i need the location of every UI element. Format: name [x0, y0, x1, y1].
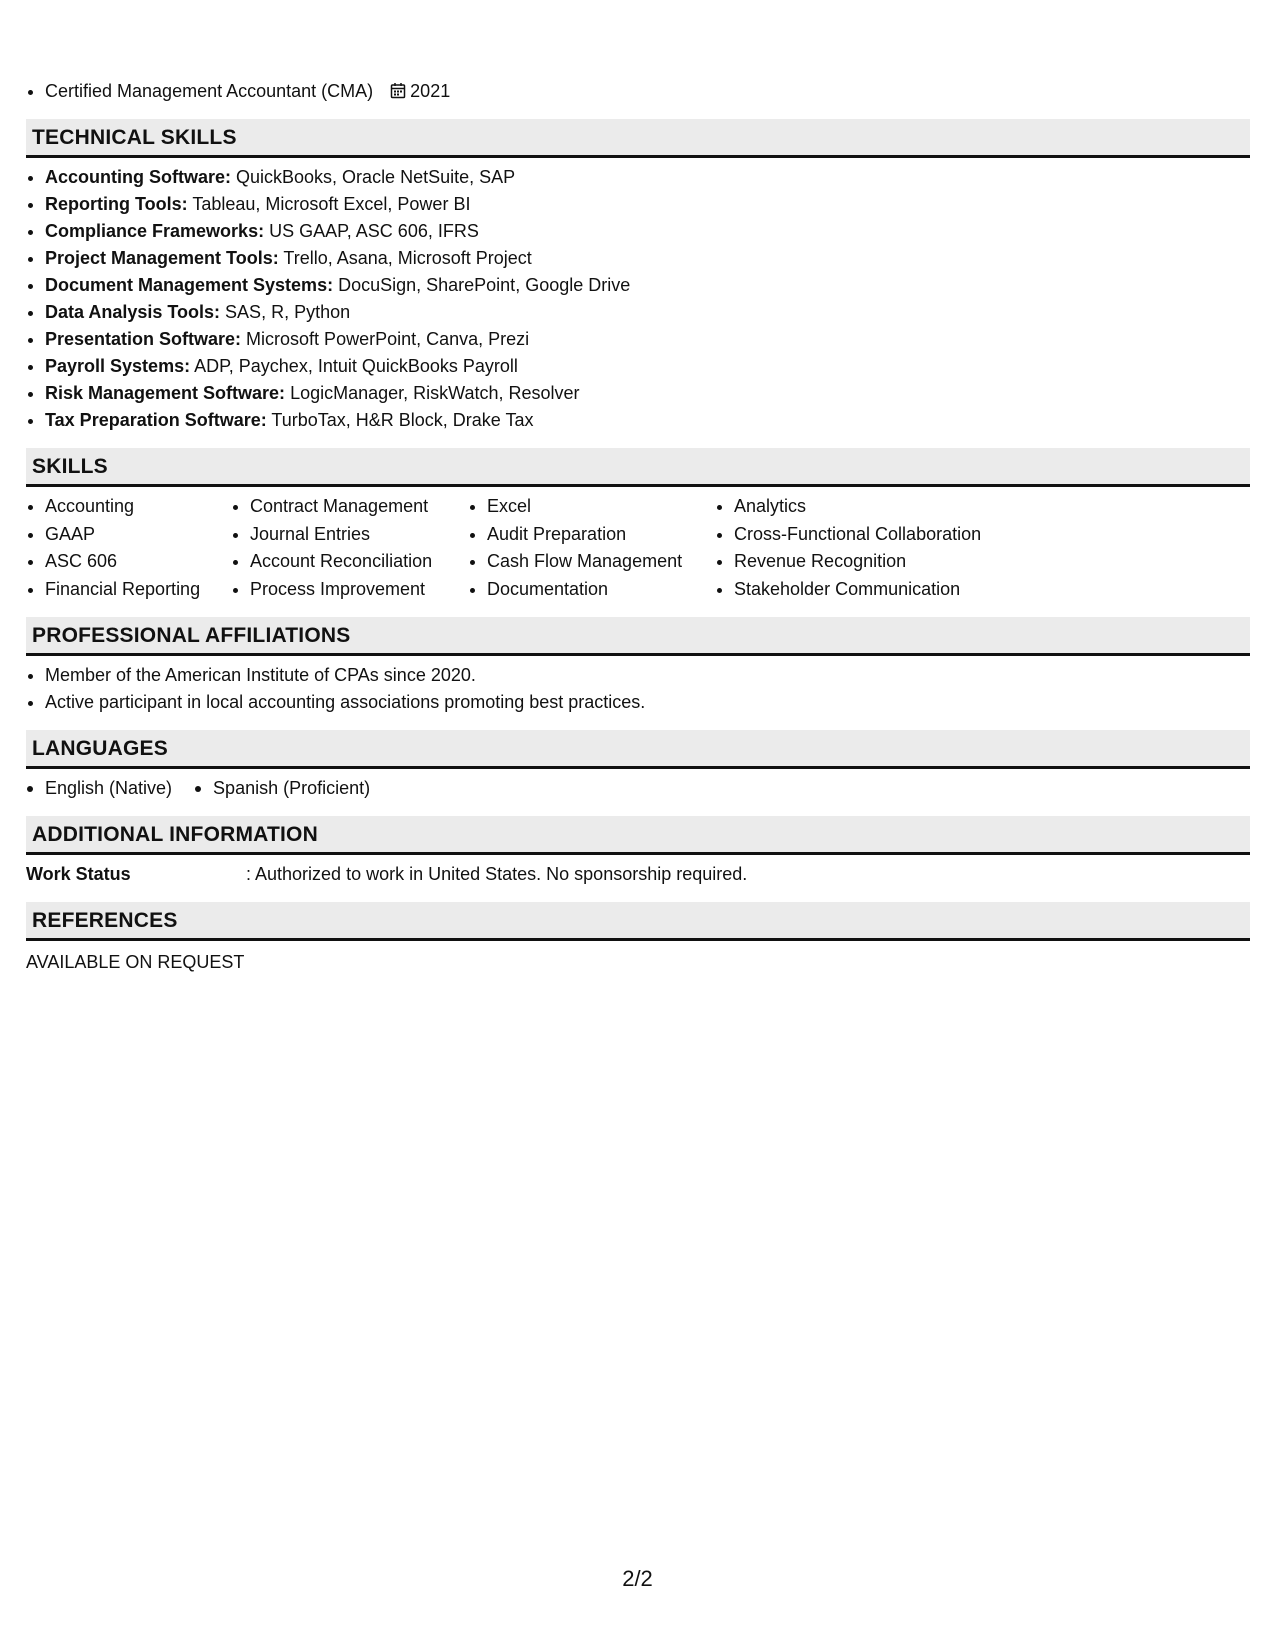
skill-values: QuickBooks, Oracle NetSuite, SAP — [231, 167, 516, 187]
languages-list — [26, 775, 1250, 802]
list-item — [45, 380, 1250, 407]
list-item: • Financial Reporting — [45, 576, 231, 604]
list-item: • Revenue Recognition — [734, 548, 1034, 576]
list-item — [45, 326, 1250, 353]
skill-category: Tax Preparation Software: — [45, 410, 267, 430]
list-item — [45, 191, 1250, 218]
skill-category: Project Management Tools: — [45, 248, 279, 268]
list-item: • Cash Flow Management — [487, 548, 715, 576]
skill-category: Payroll Systems: — [45, 356, 191, 376]
additional-info-heading: ADDITIONAL INFORMATION — [26, 816, 1250, 855]
list-item — [45, 164, 1250, 191]
page-number: 2/2 — [622, 1566, 653, 1591]
list-item: • Account Reconciliation — [250, 548, 468, 576]
affiliations-list — [26, 662, 1250, 716]
references-heading: REFERENCES — [26, 902, 1250, 941]
list-item: • Excel — [487, 493, 715, 521]
certification-name: Certified Management Accountant (CMA) — [45, 81, 374, 101]
certification-year: 2021 — [410, 81, 451, 101]
work-status-row — [26, 861, 1250, 888]
skill-category: Reporting Tools: — [45, 194, 188, 214]
list-item: • Documentation — [487, 576, 715, 604]
work-status-label: Work Status — [26, 864, 131, 884]
list-item: • GAAP — [45, 521, 231, 549]
list-item: • Audit Preparation — [487, 521, 715, 549]
list-item — [45, 245, 1250, 272]
skill-values: US GAAP, ASC 606, IFRS — [264, 221, 479, 241]
list-item: • Process Improvement — [250, 576, 468, 604]
skill-values: Microsoft PowerPoint, Canva, Prezi — [241, 329, 530, 349]
languages-heading: LANGUAGES — [26, 730, 1250, 769]
list-item: • Active participant in local accounting associations promoting best practices. — [45, 689, 1250, 716]
list-item — [45, 218, 1250, 245]
skills-column — [231, 493, 468, 603]
work-status-value: : Authorized to work in United States. No sponsorship required. — [246, 864, 748, 884]
skills-heading: SKILLS — [26, 448, 1250, 487]
calendar-icon — [390, 82, 406, 99]
certification-list — [26, 78, 1250, 105]
list-item: • Stakeholder Communication — [734, 576, 1034, 604]
skill-category: Compliance Frameworks: — [45, 221, 265, 241]
skill-category: Document Management Systems: — [45, 275, 334, 295]
skills-column — [715, 493, 1034, 603]
certification-date — [390, 81, 450, 101]
list-item: • Contract Management — [250, 493, 468, 521]
skill-category: Data Analysis Tools: — [45, 302, 221, 322]
skill-category: Presentation Software: — [45, 329, 242, 349]
skill-values: Trello, Asana, Microsoft Project — [278, 248, 532, 268]
skill-values: SAS, R, Python — [220, 302, 351, 322]
skill-values: DocuSign, SharePoint, Google Drive — [333, 275, 631, 295]
list-item: • Accounting — [45, 493, 231, 521]
technical-skills-heading: TECHNICAL SKILLS — [26, 119, 1250, 158]
skills-column — [26, 493, 231, 603]
skill-values: TurboTax, H&R Block, Drake Tax — [266, 410, 534, 430]
skills-column — [468, 493, 715, 603]
list-item — [45, 272, 1250, 299]
skill-category: Risk Management Software: — [45, 383, 286, 403]
list-item: • Member of the American Institute of CPAs since 2020. — [45, 662, 1250, 689]
list-item: Spanish (Proficient) — [194, 775, 370, 802]
list-item — [45, 353, 1250, 380]
skills-grid — [26, 493, 1250, 603]
list-item — [45, 407, 1250, 434]
references-text: AVAILABLE ON REQUEST — [26, 952, 245, 972]
skill-category: Accounting Software: — [45, 167, 232, 187]
certification-item — [45, 78, 1250, 105]
list-item: • Journal Entries — [250, 521, 468, 549]
list-item: • Cross-Functional Collaboration — [734, 521, 1034, 549]
technical-skills-list — [26, 164, 1250, 434]
list-item: • Analytics — [734, 493, 1034, 521]
affiliations-heading: PROFESSIONAL AFFILIATIONS — [26, 617, 1250, 656]
resume-page — [26, 78, 1250, 976]
skill-values: Tableau, Microsoft Excel, Power BI — [187, 194, 471, 214]
list-item — [45, 299, 1250, 326]
list-item: English (Native) — [26, 775, 172, 802]
skill-values: LogicManager, RiskWatch, Resolver — [285, 383, 580, 403]
skill-values: ADP, Paychex, Intuit QuickBooks Payroll — [190, 356, 518, 376]
list-item: • ASC 606 — [45, 548, 231, 576]
